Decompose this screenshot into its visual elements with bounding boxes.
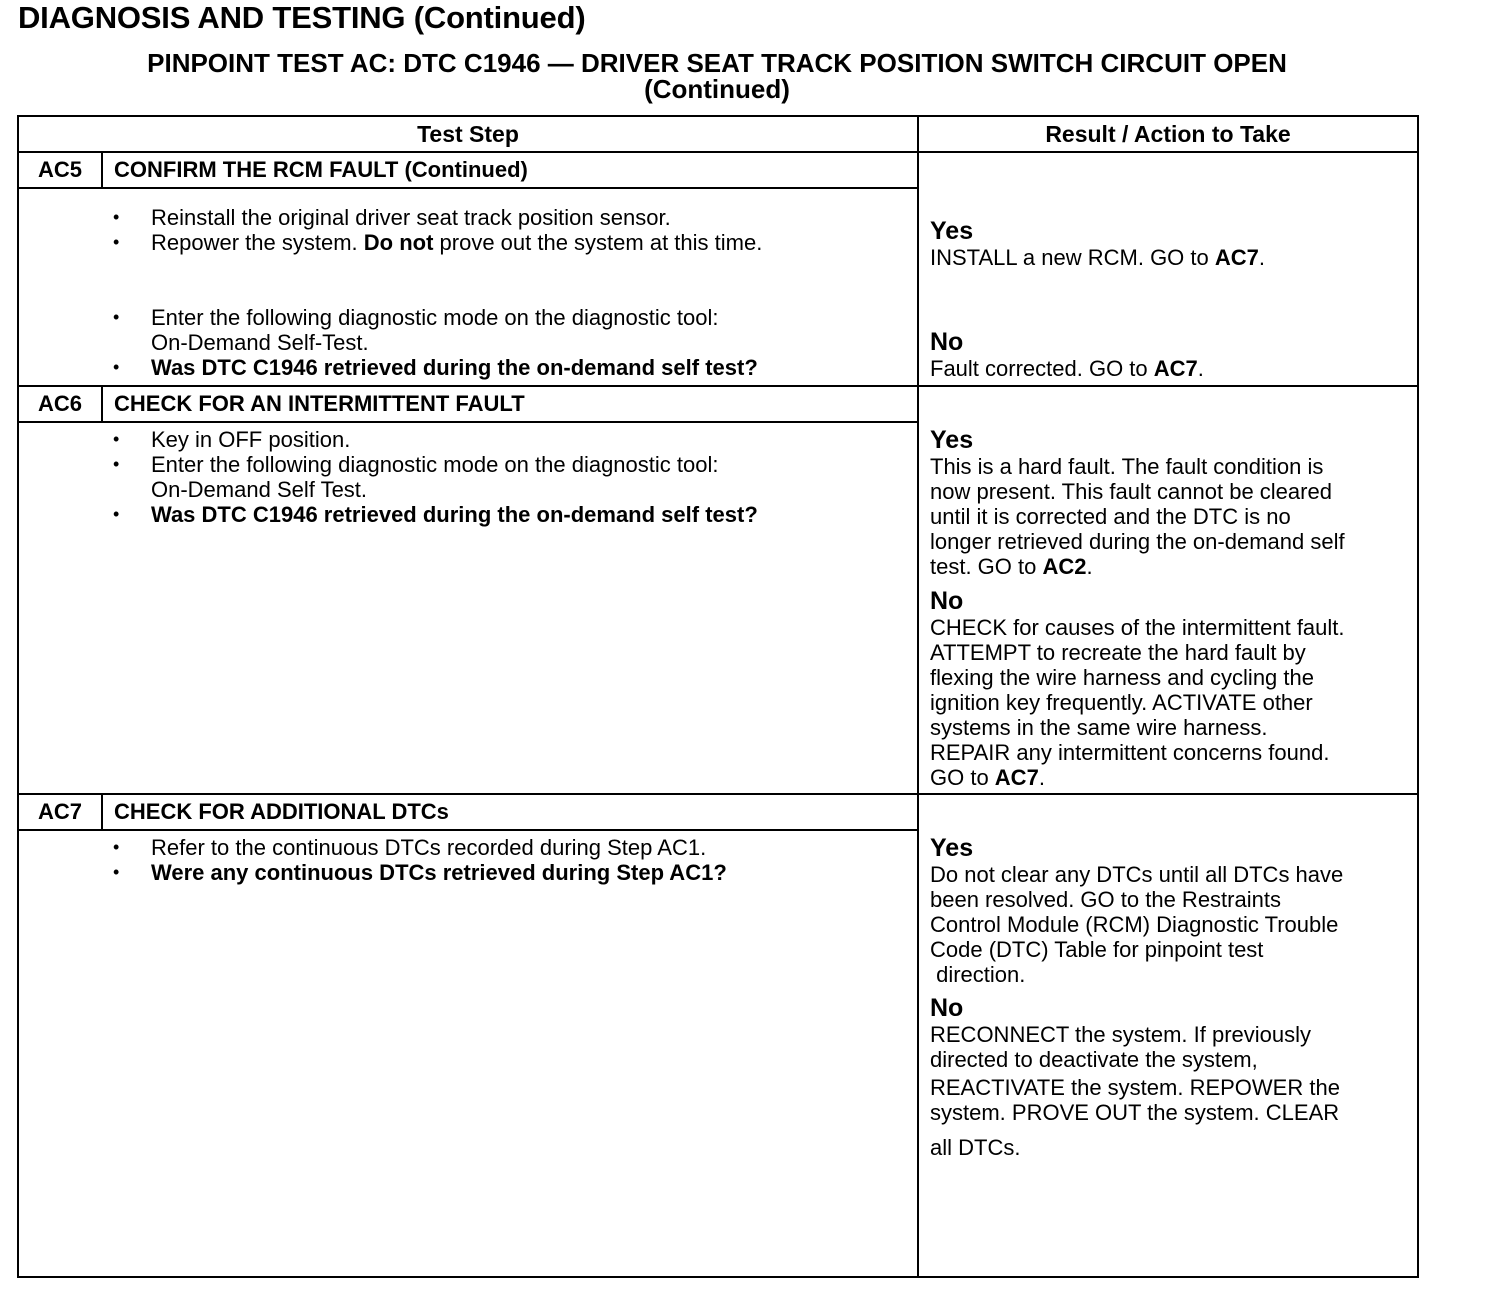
- step-title-divider: [19, 829, 917, 831]
- step-id-ac5: AC5: [37, 157, 82, 182]
- step-id-ac6: AC6: [37, 391, 82, 416]
- ac7-instructions: [109, 835, 727, 885]
- pinpoint-test-title: [18, 50, 1416, 102]
- list-item: • Was DTC C1946 retrieved during the on-demand self test?: [109, 502, 758, 527]
- no-label: No: [930, 328, 964, 356]
- step-title-divider: [19, 421, 917, 423]
- list-item: • Reinstall the original driver seat track position sensor.: [109, 205, 762, 230]
- ac7-result-yes: Yes Do not clear any DTCs until all DTCs have been resolved. GO to the Restraints Control Module (RCM) Diagnostic Trouble Code (DTC) Table for pinpoint test direction.: [930, 834, 1420, 987]
- list-item: • Was DTC C1946 retrieved during the on-demand self test?: [109, 355, 758, 380]
- list-item: • Key in OFF position.: [109, 427, 758, 452]
- step-reference: AC2: [1042, 554, 1087, 579]
- yes-label: Yes: [930, 426, 974, 454]
- step-title-ac7: CHECK FOR ADDITIONAL DTCs: [114, 799, 449, 824]
- step-title-ac6: CHECK FOR AN INTERMITTENT FAULT: [114, 391, 525, 416]
- pinpoint-title-line1: PINPOINT TEST AC: DTC C1946 — DRIVER SEAT TRACK POSITION SWITCH CIRCUIT OPEN: [147, 48, 1287, 78]
- list-item: • Were any continuous DTCs retrieved during Step AC1?: [109, 860, 727, 885]
- column-divider: [917, 117, 919, 1276]
- step-reference: AC7: [1153, 356, 1198, 381]
- header-test-step: Test Step: [417, 121, 519, 147]
- ac5-instructions-a: [109, 205, 762, 255]
- step-title-ac5: CONFIRM THE RCM FAULT (Continued): [114, 157, 528, 182]
- page-heading: DIAGNOSIS AND TESTING (Continued): [18, 0, 586, 35]
- step-reference: AC7: [994, 765, 1039, 790]
- list-item: • Repower the system. Do not prove out the system at this time.: [109, 230, 762, 255]
- yes-label: Yes: [930, 834, 974, 862]
- header-result-action: Result / Action to Take: [1045, 121, 1291, 147]
- ac5-result-no: No Fault corrected. GO to AC7.: [930, 328, 1420, 381]
- ac5-result-yes: Yes INSTALL a new RCM. GO to AC7.: [930, 217, 1420, 270]
- list-item: • Enter the following diagnostic mode on the diagnostic tool: On-Demand Self-Test.: [109, 305, 758, 355]
- list-item: • Enter the following diagnostic mode on the diagnostic tool: On-Demand Self Test.: [109, 452, 758, 502]
- no-label: No: [930, 994, 964, 1022]
- ac6-result-yes: Yes This is a hard fault. The fault condition is now present. This fault cannot be cleared until it is corrected and the DTC is no longer retrieved during the on-demand self test. GO to AC2.: [930, 426, 1420, 579]
- step-title-divider: [19, 187, 917, 189]
- step-id-divider: [101, 795, 103, 829]
- ac6-instructions: [109, 427, 758, 527]
- step-reference: AC7: [1214, 245, 1259, 270]
- list-item: • Refer to the continuous DTCs recorded during Step AC1.: [109, 835, 727, 860]
- pinpoint-test-table: [17, 115, 1419, 1278]
- ac7-result-no: No RECONNECT the system. If previously directed to deactivate the system, REACTIVATE the system. REPOWER the system. PROVE OUT the system. CLEAR all DTCs.: [930, 994, 1420, 1160]
- ac5-instructions-b: [109, 305, 758, 380]
- pinpoint-title-line2: (Continued): [644, 74, 790, 104]
- step-id-divider: [101, 387, 103, 421]
- step-id-ac7: AC7: [37, 799, 82, 824]
- step-id-divider: [101, 153, 103, 187]
- yes-label: Yes: [930, 217, 974, 245]
- ac6-result-no: No CHECK for causes of the intermittent fault. ATTEMPT to recreate the hard fault by flexing the wire harness and cycling the ignition key frequently. ACTIVATE other systems in the same wire harness. REPAIR any intermittent concerns found. GO to AC7.: [930, 587, 1420, 790]
- no-label: No: [930, 587, 964, 615]
